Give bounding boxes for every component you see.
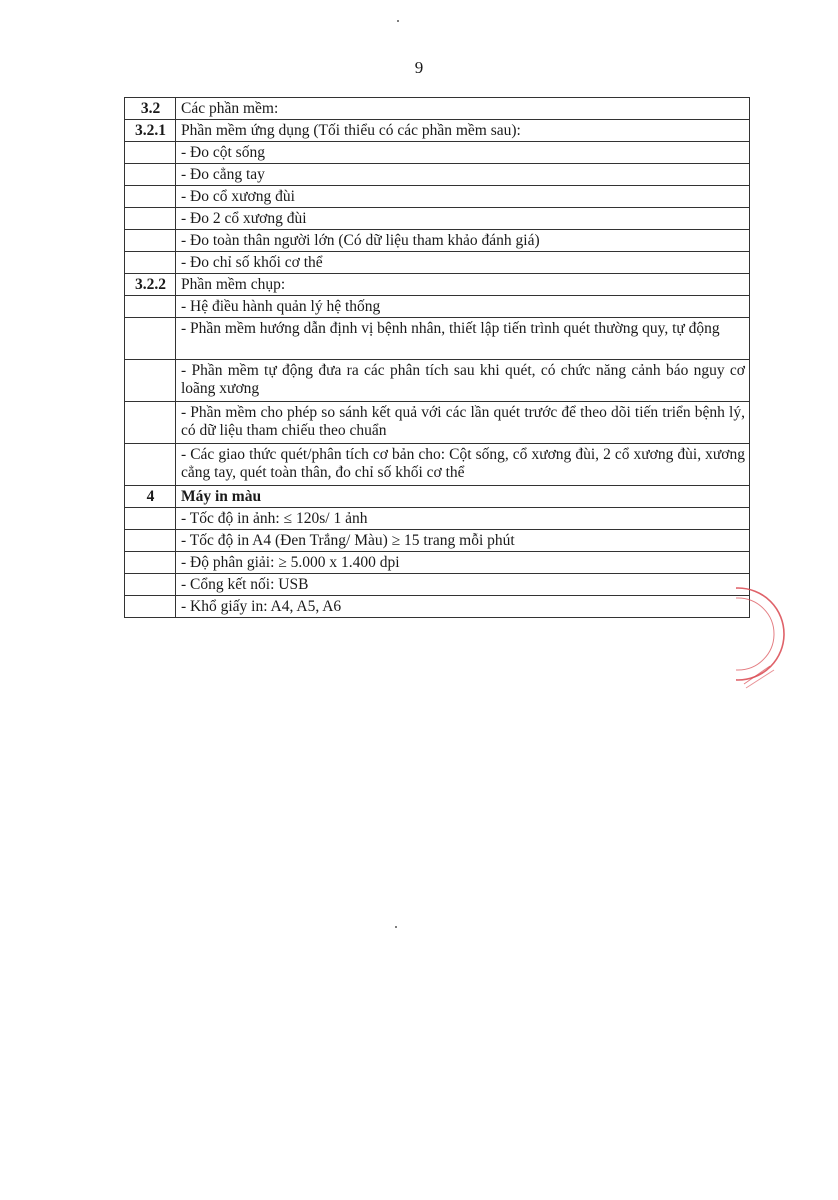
item-number (125, 142, 176, 164)
table-row (125, 486, 750, 508)
section-heading: Máy in màu (176, 486, 750, 508)
item-text: - Đo toàn thân người lớn (Có dữ liệu tham khảo đánh giá) (176, 230, 750, 252)
item-number: 3.2.2 (125, 274, 176, 296)
item-text: - Tốc độ in A4 (Đen Trắng/ Màu) ≥ 15 trang mỗi phút (176, 530, 750, 552)
item-text: - Tốc độ in ảnh: ≤ 120s/ 1 ảnh (176, 508, 750, 530)
item-text: - Đo cổ xương đùi (176, 186, 750, 208)
item-text: - Hệ điều hành quản lý hệ thống (176, 296, 750, 318)
item-text: Phần mềm ứng dụng (Tối thiểu có các phần mềm sau): (176, 120, 750, 142)
item-text: - Phần mềm tự động đưa ra các phân tích sau khi quét, có chức năng cảnh báo nguy cơ loãng xương (176, 360, 750, 402)
item-number (125, 508, 176, 530)
scan-speck (397, 20, 399, 22)
item-number (125, 230, 176, 252)
item-text: - Đo chỉ số khối cơ thể (176, 252, 750, 274)
item-number (125, 360, 176, 402)
item-number (125, 252, 176, 274)
item-text: - Cổng kết nối: USB (176, 574, 750, 596)
item-number (125, 296, 176, 318)
red-seal-stamp (736, 582, 796, 692)
item-number (125, 208, 176, 230)
table-row (125, 596, 750, 618)
table-row (125, 574, 750, 596)
table-row (125, 98, 750, 120)
item-number (125, 574, 176, 596)
table-row (125, 120, 750, 142)
table-row (125, 164, 750, 186)
item-number (125, 318, 176, 360)
item-number: 3.2.1 (125, 120, 176, 142)
table-row (125, 142, 750, 164)
spec-table (124, 97, 750, 618)
table-row (125, 274, 750, 296)
seal-stamp-graphic (736, 582, 796, 692)
item-number (125, 402, 176, 444)
item-number: 3.2 (125, 98, 176, 120)
item-number: 4 (125, 486, 176, 508)
table-row (125, 444, 750, 486)
table-row (125, 208, 750, 230)
table-row (125, 186, 750, 208)
item-number (125, 444, 176, 486)
item-text: - Phần mềm hướng dẫn định vị bệnh nhân, thiết lập tiến trình quét thường quy, tự động (176, 318, 750, 360)
item-number (125, 552, 176, 574)
item-text: Các phần mềm: (176, 98, 750, 120)
item-text: - Các giao thức quét/phân tích cơ bản cho: Cột sống, cổ xương đùi, 2 cổ xương đùi, xương cẳng tay, quét toàn thân, đo chỉ số khối cơ thể (176, 444, 750, 486)
item-number (125, 164, 176, 186)
table-row (125, 360, 750, 402)
item-text: - Độ phân giải: ≥ 5.000 x 1.400 dpi (176, 552, 750, 574)
table-row (125, 402, 750, 444)
item-text: - Đo cẳng tay (176, 164, 750, 186)
table-row (125, 296, 750, 318)
table-row (125, 552, 750, 574)
item-text: - Phần mềm cho phép so sánh kết quả với các lần quét trước để theo dõi tiến triển bệnh lý, có dữ liệu tham chiếu theo chuẩn (176, 402, 750, 444)
item-text: - Đo cột sống (176, 142, 750, 164)
table-row (125, 252, 750, 274)
item-number (125, 186, 176, 208)
scan-speck (395, 926, 397, 928)
item-number (125, 596, 176, 618)
table-row (125, 508, 750, 530)
item-number (125, 530, 176, 552)
table-row (125, 530, 750, 552)
item-text: - Khổ giấy in: A4, A5, A6 (176, 596, 750, 618)
table-row (125, 230, 750, 252)
item-text: Phần mềm chụp: (176, 274, 750, 296)
item-text: - Đo 2 cổ xương đùi (176, 208, 750, 230)
table-row (125, 318, 750, 360)
page-number: 9 (414, 58, 424, 77)
